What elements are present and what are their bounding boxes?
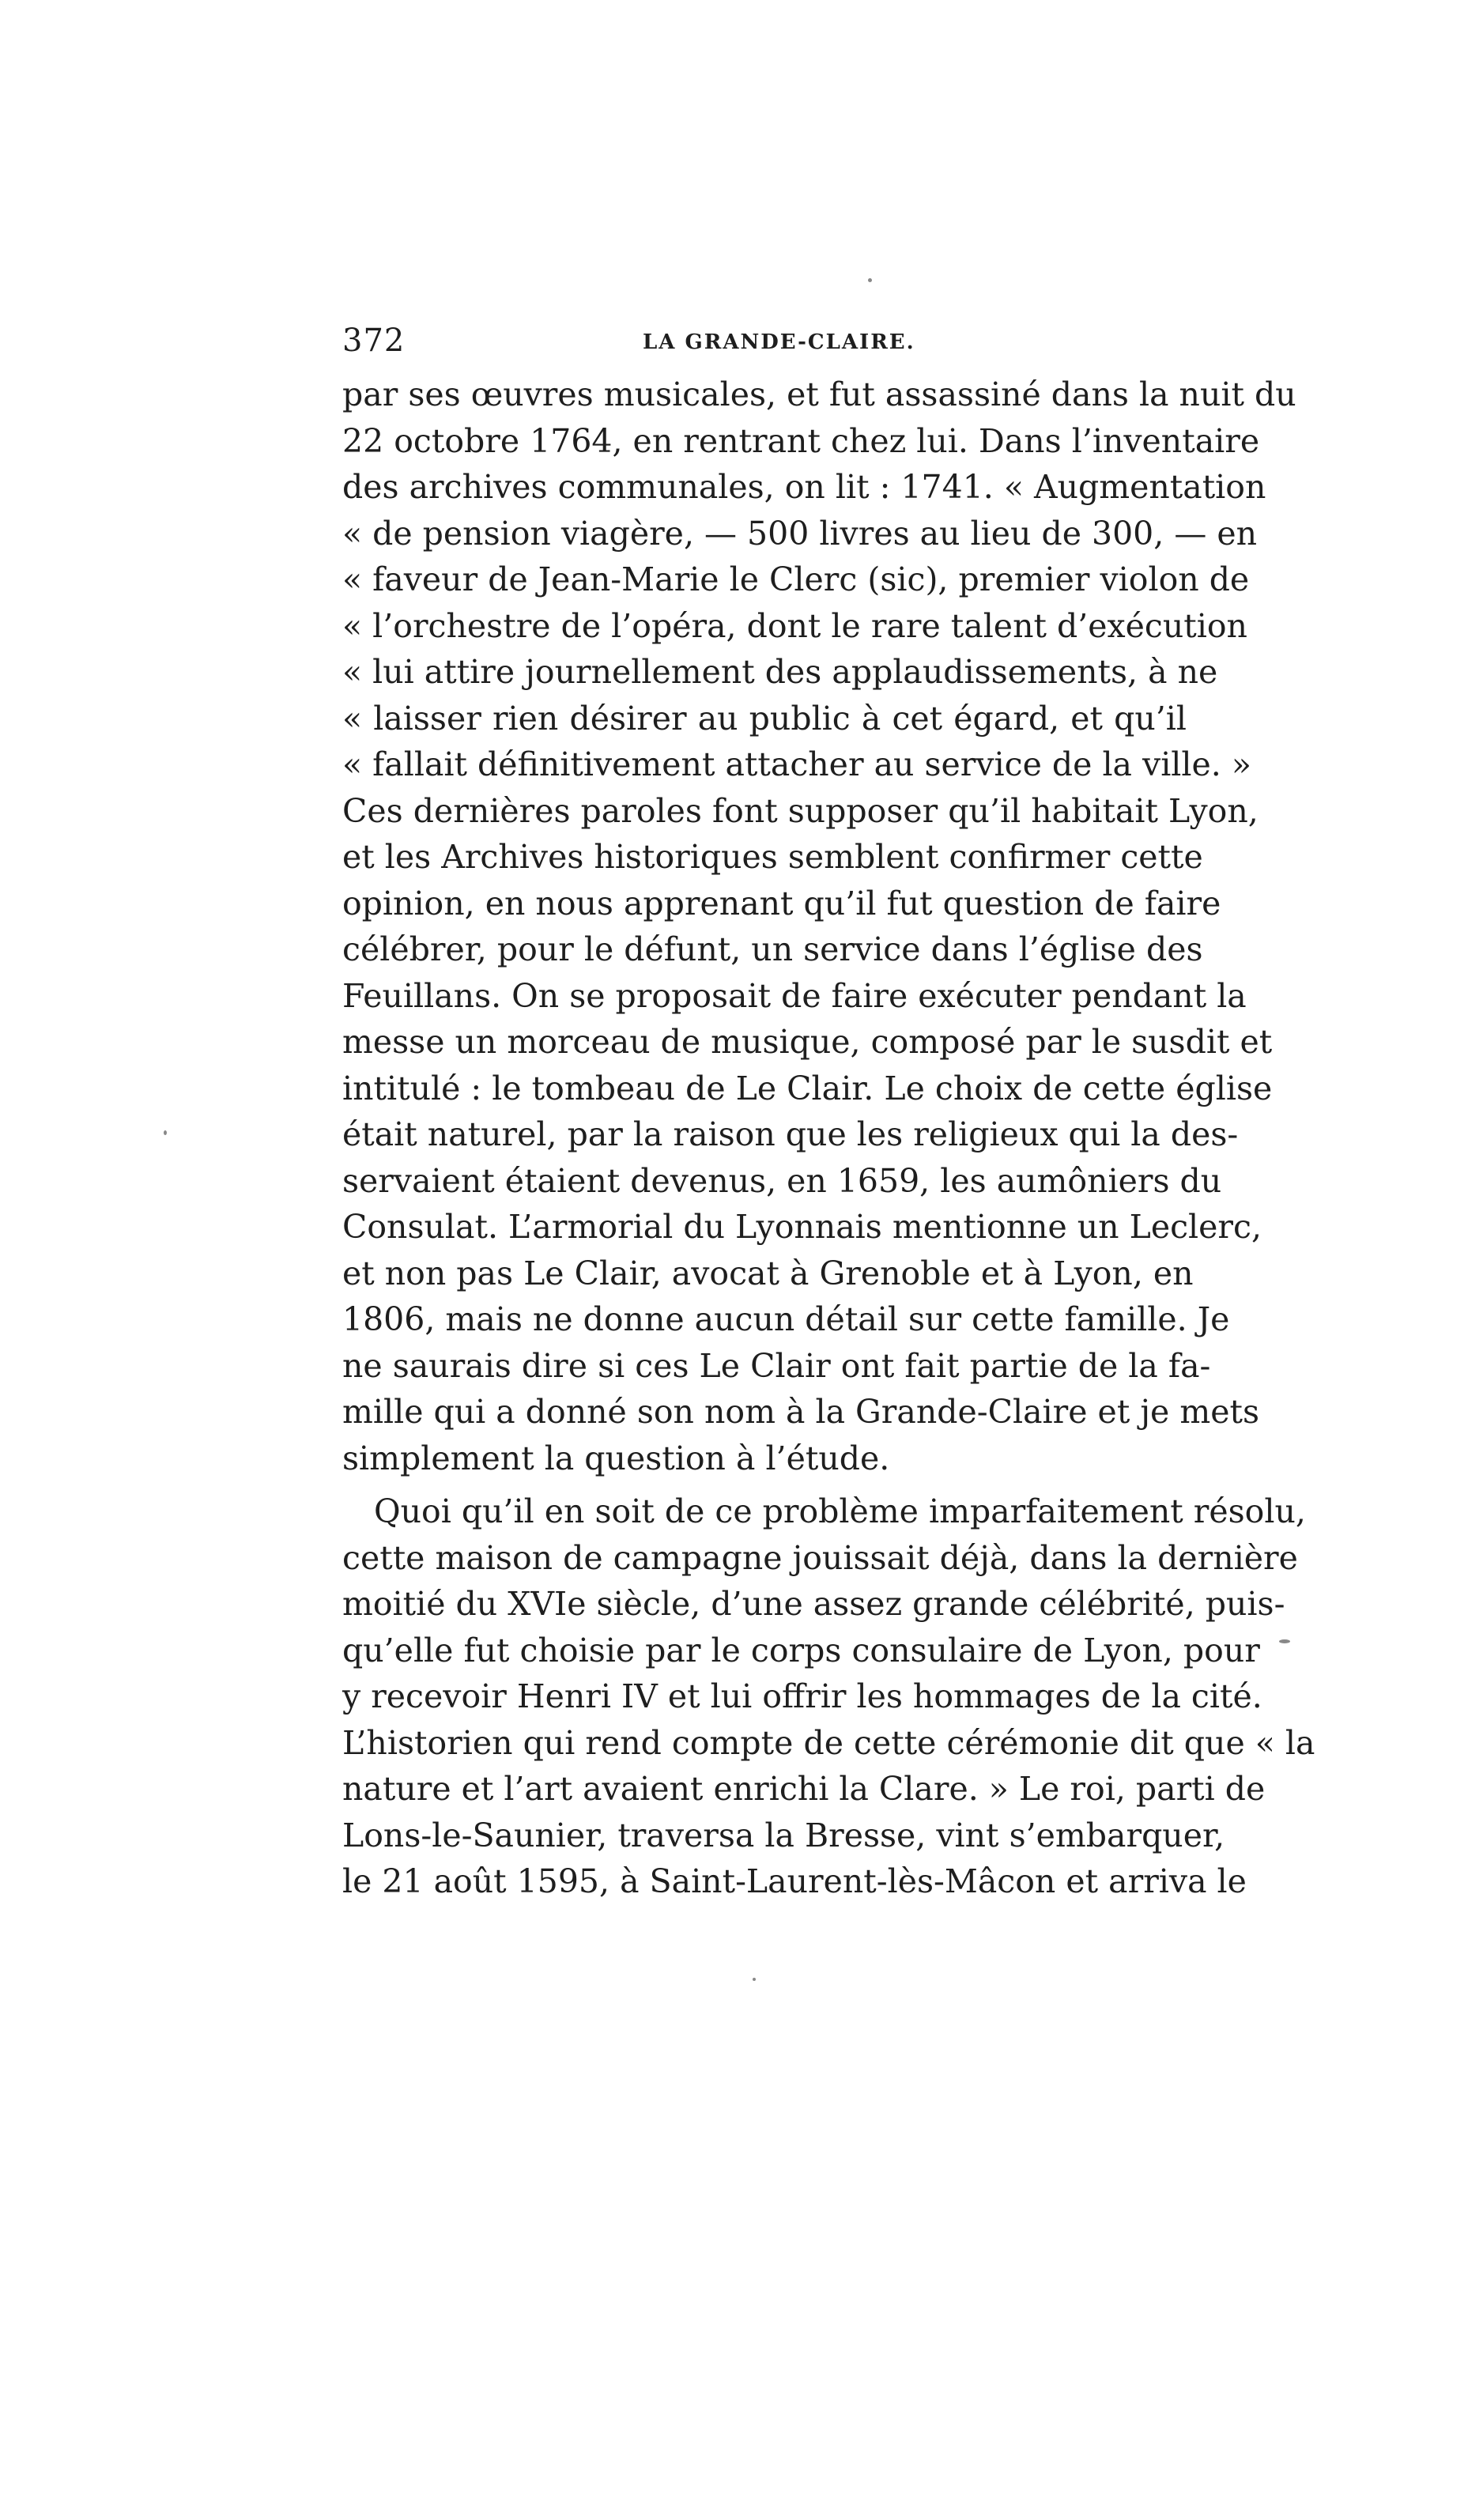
- text-line: « de pension viagère, — 500 livres au lieu de 300, — en: [342, 514, 1258, 553]
- text-line: le 21 août 1595, à Saint-Laurent-lès-Mâcon et arriva le: [342, 1862, 1247, 1900]
- text-line: 1806, mais ne donne aucun détail sur cette famille. Je: [342, 1300, 1230, 1338]
- text-line: Ces dernières paroles font supposer qu’il habitait Lyon,: [342, 791, 1259, 830]
- scan-speck: [164, 1130, 167, 1135]
- scan-speck: [868, 278, 872, 282]
- text-line: qu’elle fut choisie par le corps consulaire de Lyon, pour: [342, 1631, 1260, 1669]
- text-line: « faveur de Jean-Marie le Clerc (sic), premier violon de: [342, 560, 1250, 598]
- page-header: [342, 323, 1187, 370]
- text-line: par ses œuvres musicales, et fut assassiné dans la nuit du: [342, 375, 1296, 413]
- text-line: ne saurais dire si ces Le Clair ont fait partie de la fa-: [342, 1346, 1211, 1385]
- running-title: LA GRANDE-CLAIRE.: [643, 330, 915, 354]
- text-line: Consulat. L’armorial du Lyonnais mentionne un Leclerc,: [342, 1208, 1262, 1246]
- text-line: intitulé : le tombeau de Le Clair. Le choix de cette église: [342, 1069, 1273, 1107]
- text-line: « lui attire journellement des applaudissements, à ne: [342, 653, 1218, 691]
- text-line: y recevoir Henri IV et lui offrir les hommages de la cité.: [342, 1677, 1262, 1715]
- paragraph-1: [342, 372, 1296, 1481]
- text-line: cette maison de campagne jouissait déjà, dans la dernière: [342, 1538, 1298, 1577]
- text-line: « l’orchestre de l’opéra, dont le rare talent d’exécution: [342, 606, 1247, 645]
- body-text: [342, 372, 1315, 1905]
- text-line: des archives communales, on lit : 1741. « Augmentation: [342, 468, 1266, 506]
- scan-speck: [753, 1978, 756, 1981]
- text-line: mille qui a donné son nom à la Grande-Claire et je mets: [342, 1393, 1259, 1431]
- text-line: et non pas Le Clair, avocat à Grenoble et à Lyon, en: [342, 1254, 1194, 1292]
- text-line: simplement la question à l’étude.: [342, 1439, 890, 1477]
- paragraph-2: [342, 1488, 1315, 1905]
- page-number: 372: [342, 323, 406, 359]
- text-line: Quoi qu’il en soit de ce problème imparfaitement résolu,: [374, 1492, 1306, 1530]
- text-line: « fallait définitivement attacher au service de la ville. »: [342, 745, 1251, 783]
- text-line: L’historien qui rend compte de cette cérémonie dit que « la: [342, 1723, 1315, 1762]
- text-line: était naturel, par la raison que les religieux qui la des-: [342, 1115, 1239, 1153]
- text-line: Lons-le-Saunier, traversa la Bresse, vint s’embarquer,: [342, 1816, 1225, 1854]
- text-line: opinion, en nous apprenant qu’il fut question de faire: [342, 884, 1221, 922]
- text-line: Feuillans. On se proposait de faire exécuter pendant la: [342, 976, 1247, 1015]
- text-line: servaient étaient devenus, en 1659, les aumôniers du: [342, 1161, 1222, 1200]
- text-line: moitié du XVIe siècle, d’une assez grande célébrité, puis-: [342, 1585, 1285, 1623]
- scan-speck: [1279, 1639, 1290, 1643]
- text-line: célébrer, pour le défunt, un service dans l’église des: [342, 930, 1203, 968]
- text-line: nature et l’art avaient enrichi la Clare. » Le roi, parti de: [342, 1770, 1266, 1808]
- text-line: messe un morceau de musique, composé par le susdit et: [342, 1023, 1273, 1061]
- text-line: 22 octobre 1764, en rentrant chez lui. Dans l’inventaire: [342, 421, 1260, 460]
- text-line: « laisser rien désirer au public à cet égard, et qu’il: [342, 699, 1187, 738]
- text-line: et les Archives historiques semblent confirmer cette: [342, 838, 1203, 876]
